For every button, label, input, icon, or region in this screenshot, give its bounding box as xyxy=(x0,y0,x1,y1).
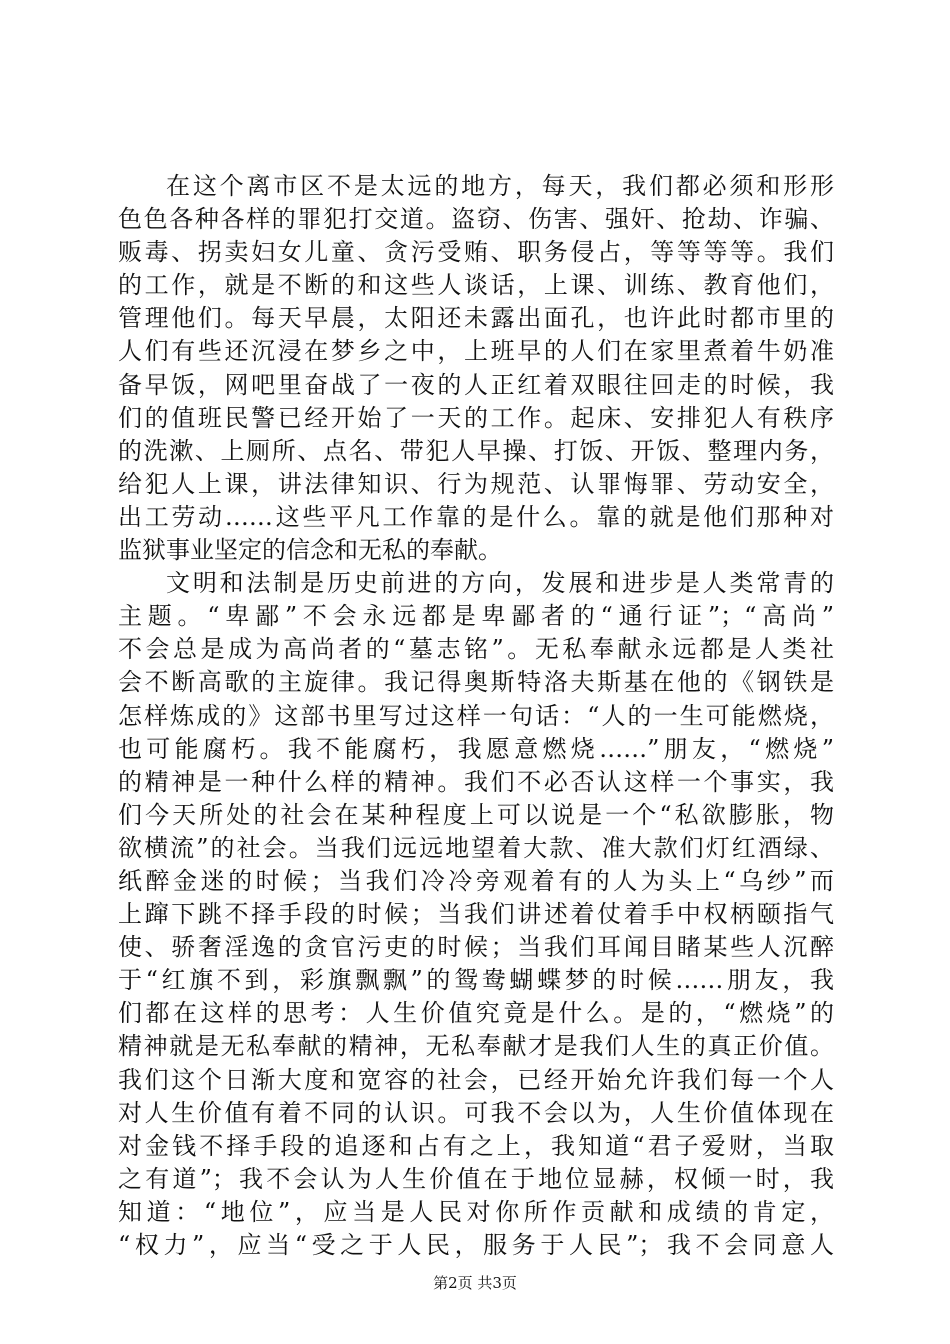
text-line: 的工作，就是不断的和这些人谈话，上课、训练、教育他们， xyxy=(118,271,834,300)
text-line: 的洗漱、上厕所、点名、带犯人早操、打饭、开饭、整理内务， xyxy=(118,436,834,465)
text-line: 出工劳动……这些平凡工作靠的是什么。靠的就是他们那种对 xyxy=(118,502,834,531)
text-line: 使、骄奢淫逸的贪官污吏的时候；当我们耳闻目睹某些人沉醉 xyxy=(118,933,834,962)
text-line: 不会总是成为高尚者的“墓志铭”。无私奉献永远都是人类社 xyxy=(118,635,834,664)
text-line: 备早饭，网吧里奋战了一夜的人正红着双眼往回走的时候，我 xyxy=(118,370,834,399)
text-line: 监狱事业坚定的信念和无私的奉献。 xyxy=(118,536,502,565)
text-line: “权力”，应当“受之于人民，服务于人民”；我不会同意人 xyxy=(118,1231,834,1259)
text-line: 们都在这样的思考：人生价值究竟是什么。是的，“燃烧”的 xyxy=(118,999,834,1028)
text-line: 怎样炼成的》这部书里写过这样一句话：“人的一生可能燃烧， xyxy=(118,701,834,730)
text-line: 贩毒、拐卖妇女儿童、贪污受贿、职务侵占，等等等等。我们 xyxy=(118,238,834,267)
text-line: 给犯人上课，讲法律知识、行为规范、认罪悔罪、劳动安全， xyxy=(118,469,834,498)
text-line: 的精神是一种什么样的精神。我们不必否认这样一个事实，我 xyxy=(118,767,834,796)
text-line: 在这个离市区不是太远的地方，每天，我们都必须和形形 xyxy=(166,172,834,200)
text-line: 人们有些还沉浸在梦乡之中，上班早的人们在家里煮着牛奶准 xyxy=(118,337,834,366)
text-line: 们今天所处的社会在某种程度上可以说是一个“私欲膨胀，物 xyxy=(118,800,834,829)
text-line: 精神就是无私奉献的精神，无私奉献才是我们人生的真正价值。 xyxy=(118,1032,834,1061)
text-line: 欲横流”的社会。当我们远远地望着大款、准大款们灯红酒绿、 xyxy=(118,833,834,862)
text-line: 文明和法制是历史前进的方向，发展和进步是人类常青的 xyxy=(166,569,834,598)
text-line: 对人生价值有着不同的认识。可我不会以为，人生价值体现在 xyxy=(118,1098,834,1127)
text-line: 对金钱不择手段的追逐和占有之上，我知道“君子爱财，当取 xyxy=(118,1131,834,1160)
text-line: 管理他们。每天早晨，太阳还未露出面孔，也许此时都市里的 xyxy=(118,304,834,333)
text-line: 我们这个日渐大度和宽容的社会，已经开始允许我们每一个人 xyxy=(118,1065,834,1094)
text-line: 之有道”；我不会认为人生价值在于地位显赫，权倾一时，我 xyxy=(118,1164,834,1193)
text-line: 上蹿下跳不择手段的时候；当我们讲述着仗着手中权柄颐指气 xyxy=(118,900,834,929)
body-text xyxy=(118,170,834,1262)
page-number-footer: 第2页 共3页 xyxy=(433,1274,517,1292)
text-line: 知道：“地位”，应当是人民对你所作贡献和成绩的肯定， xyxy=(118,1197,834,1226)
text-line: 纸醉金迷的时候；当我们冷冷旁观着有的人为头上“乌纱”而 xyxy=(118,866,834,895)
text-line: 于“红旗不到，彩旗飘飘”的鸳鸯蝴蝶梦的时候……朋友，我 xyxy=(118,966,834,995)
text-line: 们的值班民警已经开始了一天的工作。起床、安排犯人有秩序 xyxy=(118,403,834,432)
text-line: 主题。“卑鄙”不会永远都是卑鄙者的“通行证”；“高尚” xyxy=(118,602,834,631)
text-line: 色色各种各样的罪犯打交道。盗窃、伤害、强奸、抢劫、诈骗、 xyxy=(118,205,834,234)
text-line: 会不断高歌的主旋律。我记得奥斯特洛夫斯基在他的《钢铁是 xyxy=(118,668,834,697)
text-line: 也可能腐朽。我不能腐朽，我愿意燃烧……”朋友，“燃烧” xyxy=(118,734,834,763)
